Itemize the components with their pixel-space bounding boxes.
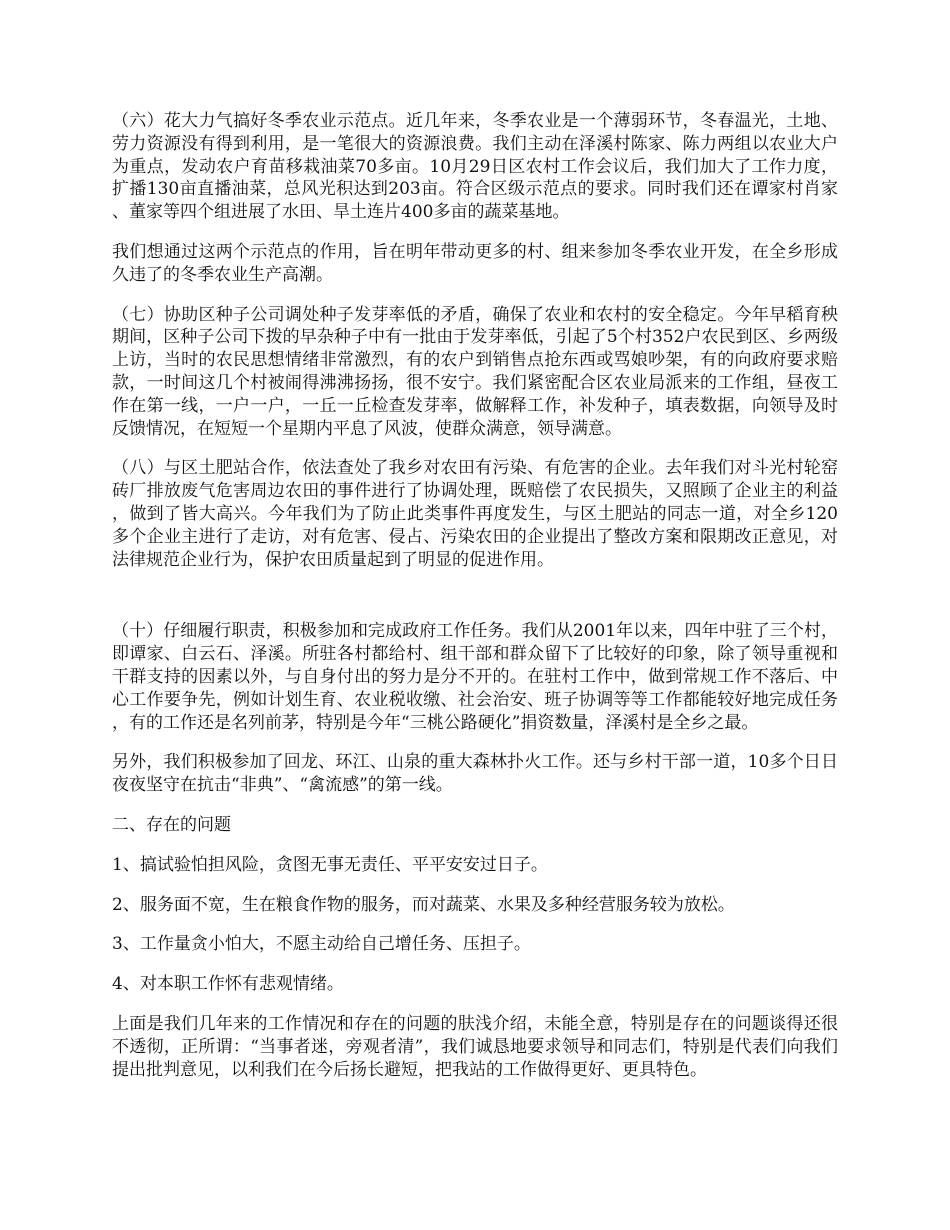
paragraph-seed-dispute: （七）协助区种子公司调处种子发芽率低的矛盾，确保了农业和农村的安全稳定。今年早稻育秧期间，区种子公司下拨的早杂种子中有一批由于发芽率低，引起了5个村352户农民到区、乡两级上访，当时的农民思想情绪非常激烈，有的农户到销售点抢东西或骂娘吵架，有的向政府要求赔款，一时间这几个村被闹得沸沸扬扬，很不安宁。我们紧密配合区农业局派来的工作组，昼夜工作在第一线，一户一户，一丘一丘检查发芽率，做解释工作，补发种子，填表数据，向领导及时反馈情况，在短短一个星期内平息了风波，使群众满意，领导满意。 <box>112 304 838 439</box>
paragraph-government-tasks: （十）仔细履行职责，积极参加和完成政府工作任务。我们从2001年以来，四年中驻了三个村，即谭家、白云石、泽溪。所驻各村都给村、组干部和群众留下了比较好的印象，除了领导重视和干群支持的因素以外，与自身付出的努力是分不开的。在驻村工作中，做到常规工作不落后、中心工作要争先，例如计划生育、农业税收缴、社会治安、班子协调等等工作都能较好地完成任务，有的工作还是名列前茅，特别是今年“三桃公路硬化”捐资数量，泽溪村是全乡之最。 <box>112 621 838 733</box>
problem-item-1: 1、搞试验怕担风险，贪图无事无责任、平平安安过日子。 <box>112 854 548 875</box>
paragraph-pollution-enforcement: （八）与区土肥站合作，依法查处了我乡对农田有污染、有危害的企业。去年我们对斗光村轮窑砖厂排放废气危害周边农田的事件进行了协调处理，既赔偿了农民损失，又照顾了企业主的利益，做到了皆大高兴。今年我们为了防止此类事件再度发生，与区土肥站的同志一道，对全乡120多个企业主进行了走访，对有危害、侵占、污染农田的企业提出了整改方案和限期改正意见，对法律规范企业行为，保护农田质量起到了明显的促进作用。 <box>112 458 838 570</box>
section-gap <box>112 588 838 620</box>
paragraph-winter-agriculture: （六）花大力气搞好冬季农业示范点。近几年来，冬季农业是一个薄弱环节，冬春温光，土地、劳力资源没有得到利用，是一笔很大的资源浪费。我们主动在泽溪村陈家、陈力两组以农业大户为重点，发动农户育苗移栽油菜70多亩。10月29日区农村工作会议后，我们加大了工作力度，扩播130亩直播油菜，总风光积达到203亩。符合区级示范点的要求。同时我们还在谭家村肖家、董家等四个组进展了水田、旱土连片400多亩的蔬菜基地。 <box>112 111 838 223</box>
paragraph-demonstration-goal: 我们想通过这两个示范点的作用，旨在明年带动更多的村、组来参加冬季农业开发，在全乡形成久违了的冬季农业生产高潮。 <box>112 241 838 285</box>
problem-item-4: 4、对本职工作怀有悲观情绪。 <box>112 974 344 995</box>
section-heading-problems: 二、存在的问题 <box>112 814 231 835</box>
problem-item-2: 2、服务面不宽，生在粮食作物的服务，而对蔬菜、水果及多种经营服务较为放松。 <box>112 894 735 915</box>
paragraph-conclusion: 上面是我们几年来的工作情况和存在的问题的肤浅介绍，未能全意，特别是存在的问题谈得还很不透彻，正所谓：“当事者迷，旁观者清”，我们诚恳地要求领导和同志们，特别是代表们向我们提出批判意见，以利我们在今后扬长避短，把我站的工作做得更好、更具特色。 <box>112 1013 838 1080</box>
document-body <box>112 110 838 1098</box>
paragraph-fire-and-epidemic: 另外，我们积极参加了回龙、环江、山泉的重大森林扑火工作。还与乡村干部一道，10多个日日夜夜坚守在抗击“非典”、“禽流感”的第一线。 <box>112 752 838 796</box>
problem-item-3: 3、工作量贪小怕大，不愿主动给自己增任务、压担子。 <box>112 934 531 955</box>
